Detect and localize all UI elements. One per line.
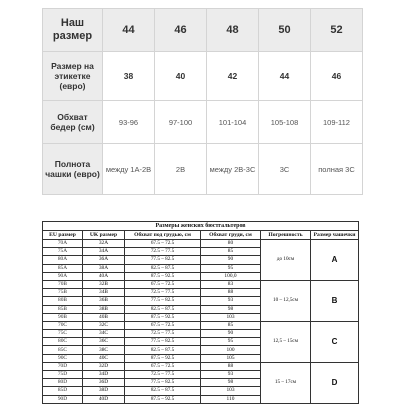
eu-size-cell: 85B <box>43 305 83 313</box>
uk-size-cell: 38D <box>83 387 125 395</box>
tolerance-cell: 15 – 17см <box>261 362 311 403</box>
bust-cell: 100 <box>201 346 261 354</box>
table-cell: полная 3С <box>311 144 363 195</box>
size-header-cell: 46 <box>155 9 207 52</box>
bust-cell: 98 <box>201 379 261 387</box>
uk-size-cell: 36C <box>83 338 125 346</box>
eu-size-cell: 70D <box>43 362 83 370</box>
table-cell: 40 <box>155 52 207 101</box>
bust-cell: 88 <box>201 289 261 297</box>
bust-cell: 105 <box>201 354 261 362</box>
size-header-label: Наш размер <box>43 9 103 52</box>
underbust-cell: 87.5 – 92.5 <box>125 272 201 280</box>
column-header: UK размер <box>83 231 125 240</box>
eu-size-cell: 90A <box>43 272 83 280</box>
underbust-cell: 82.5 – 87.5 <box>125 264 201 272</box>
tolerance-cell: 12,5 – 15см <box>261 321 311 362</box>
underbust-cell: 72.5 – 77.5 <box>125 330 201 338</box>
uk-size-cell: 38C <box>83 346 125 354</box>
table-cell: 101-104 <box>207 101 259 144</box>
size-header-row <box>43 9 363 52</box>
bra-table-header-row <box>43 231 359 240</box>
table-cell: 105-108 <box>259 101 311 144</box>
column-header: Обхват под грудью, см <box>125 231 201 240</box>
bust-cell: 83 <box>201 280 261 288</box>
underbust-cell: 87.5 – 92.5 <box>125 354 201 362</box>
bust-cell: 98 <box>201 305 261 313</box>
uk-size-cell: 40A <box>83 272 125 280</box>
column-header: EU размер <box>43 231 83 240</box>
eu-size-cell: 80C <box>43 338 83 346</box>
table-row <box>43 280 359 288</box>
bra-table-title: Размеры женских бюстгальтеров <box>43 222 359 231</box>
eu-size-cell: 70B <box>43 280 83 288</box>
cup-size-cell: D <box>311 362 359 403</box>
row-label: Полнота чашки (евро) <box>43 144 103 195</box>
eu-size-cell: 90D <box>43 395 83 403</box>
uk-size-cell: 34D <box>83 371 125 379</box>
table-cell: 97-100 <box>155 101 207 144</box>
table-cell: 38 <box>103 52 155 101</box>
table-cell: между 2В-3С <box>207 144 259 195</box>
eu-size-cell: 90C <box>43 354 83 362</box>
table-row <box>43 240 359 248</box>
uk-size-cell: 34A <box>83 248 125 256</box>
underbust-cell: 67.5 – 72.5 <box>125 240 201 248</box>
uk-size-cell: 36D <box>83 379 125 387</box>
table-cell: 93-96 <box>103 101 155 144</box>
bust-cell: 85 <box>201 321 261 329</box>
table-cell: 2В <box>155 144 207 195</box>
bust-cell: 90 <box>201 330 261 338</box>
eu-size-cell: 90B <box>43 313 83 321</box>
table-cell: между 1А-2В <box>103 144 155 195</box>
column-header: Погрешность <box>261 231 311 240</box>
size-header-cell: 50 <box>259 9 311 52</box>
eu-size-cell: 80A <box>43 256 83 264</box>
uk-size-cell: 32B <box>83 280 125 288</box>
uk-size-cell: 38B <box>83 305 125 313</box>
underbust-cell: 77.5 – 82.5 <box>125 256 201 264</box>
tolerance-cell: 10 – 12,5см <box>261 280 311 321</box>
eu-size-cell: 80D <box>43 379 83 387</box>
bust-cell: 103 <box>201 313 261 321</box>
size-header-cell: 52 <box>311 9 363 52</box>
uk-size-cell: 36B <box>83 297 125 305</box>
bust-cell: 80 <box>201 240 261 248</box>
bust-cell: 95 <box>201 338 261 346</box>
eu-size-cell: 70C <box>43 321 83 329</box>
row-label: Размер на этикетке (евро) <box>43 52 103 101</box>
bust-cell: 93 <box>201 297 261 305</box>
underbust-cell: 72.5 – 77.5 <box>125 248 201 256</box>
underbust-cell: 72.5 – 77.5 <box>125 371 201 379</box>
underbust-cell: 82.5 – 87.5 <box>125 346 201 354</box>
cup-size-cell: B <box>311 280 359 321</box>
eu-size-cell: 75C <box>43 330 83 338</box>
bust-cell: 93 <box>201 371 261 379</box>
table-cell: 42 <box>207 52 259 101</box>
uk-size-cell: 40B <box>83 313 125 321</box>
eu-size-cell: 75D <box>43 371 83 379</box>
table-cell: 46 <box>311 52 363 101</box>
bust-cell: 110 <box>201 395 261 403</box>
bra-size-table <box>42 221 359 404</box>
eu-size-cell: 85A <box>43 264 83 272</box>
underbust-cell: 82.5 – 87.5 <box>125 305 201 313</box>
uk-size-cell: 40C <box>83 354 125 362</box>
eu-size-cell: 70A <box>43 240 83 248</box>
size-header-cell: 44 <box>103 9 155 52</box>
size-header-cell: 48 <box>207 9 259 52</box>
underbust-cell: 72.5 – 77.5 <box>125 289 201 297</box>
underbust-cell: 82.5 – 87.5 <box>125 387 201 395</box>
underbust-cell: 77.5 – 82.5 <box>125 297 201 305</box>
bra-table-title-row <box>43 222 359 231</box>
cup-size-cell: A <box>311 240 359 281</box>
bust-cell: 95 <box>201 264 261 272</box>
underbust-cell: 67.5 – 72.5 <box>125 321 201 329</box>
table-row <box>43 362 359 370</box>
underbust-cell: 87.5 – 92.5 <box>125 395 201 403</box>
underbust-cell: 67.5 – 72.5 <box>125 362 201 370</box>
table-cell: 3С <box>259 144 311 195</box>
uk-size-cell: 38A <box>83 264 125 272</box>
uk-size-cell: 32D <box>83 362 125 370</box>
eu-size-cell: 85C <box>43 346 83 354</box>
bust-cell: 103 <box>201 387 261 395</box>
bust-cell: 90 <box>201 256 261 264</box>
label-size-row <box>43 52 363 101</box>
row-label: Обхват бедер (см) <box>43 101 103 144</box>
eu-size-cell: 85D <box>43 387 83 395</box>
eu-size-cell: 80B <box>43 297 83 305</box>
eu-size-cell: 75A <box>43 248 83 256</box>
table-cell: 109-112 <box>311 101 363 144</box>
underbust-cell: 87.5 – 92.5 <box>125 313 201 321</box>
uk-size-cell: 32C <box>83 321 125 329</box>
bust-cell: 88 <box>201 362 261 370</box>
underbust-cell: 67.5 – 72.5 <box>125 280 201 288</box>
uk-size-cell: 36A <box>83 256 125 264</box>
bust-cell: 100,0 <box>201 272 261 280</box>
uk-size-cell: 34B <box>83 289 125 297</box>
underbust-cell: 77.5 – 82.5 <box>125 338 201 346</box>
uk-size-cell: 32A <box>83 240 125 248</box>
uk-size-cell: 40D <box>83 395 125 403</box>
size-conversion-table <box>42 8 363 195</box>
uk-size-cell: 34C <box>83 330 125 338</box>
table-row <box>43 321 359 329</box>
table-cell: 44 <box>259 52 311 101</box>
underbust-cell: 77.5 – 82.5 <box>125 379 201 387</box>
column-header: Обхват груди, см <box>201 231 261 240</box>
column-header: Размер чашечки <box>311 231 359 240</box>
cup-size-cell: C <box>311 321 359 362</box>
tolerance-cell: до 10см <box>261 240 311 281</box>
eu-size-cell: 75B <box>43 289 83 297</box>
cup-row <box>43 144 363 195</box>
bust-cell: 85 <box>201 248 261 256</box>
hips-row <box>43 101 363 144</box>
